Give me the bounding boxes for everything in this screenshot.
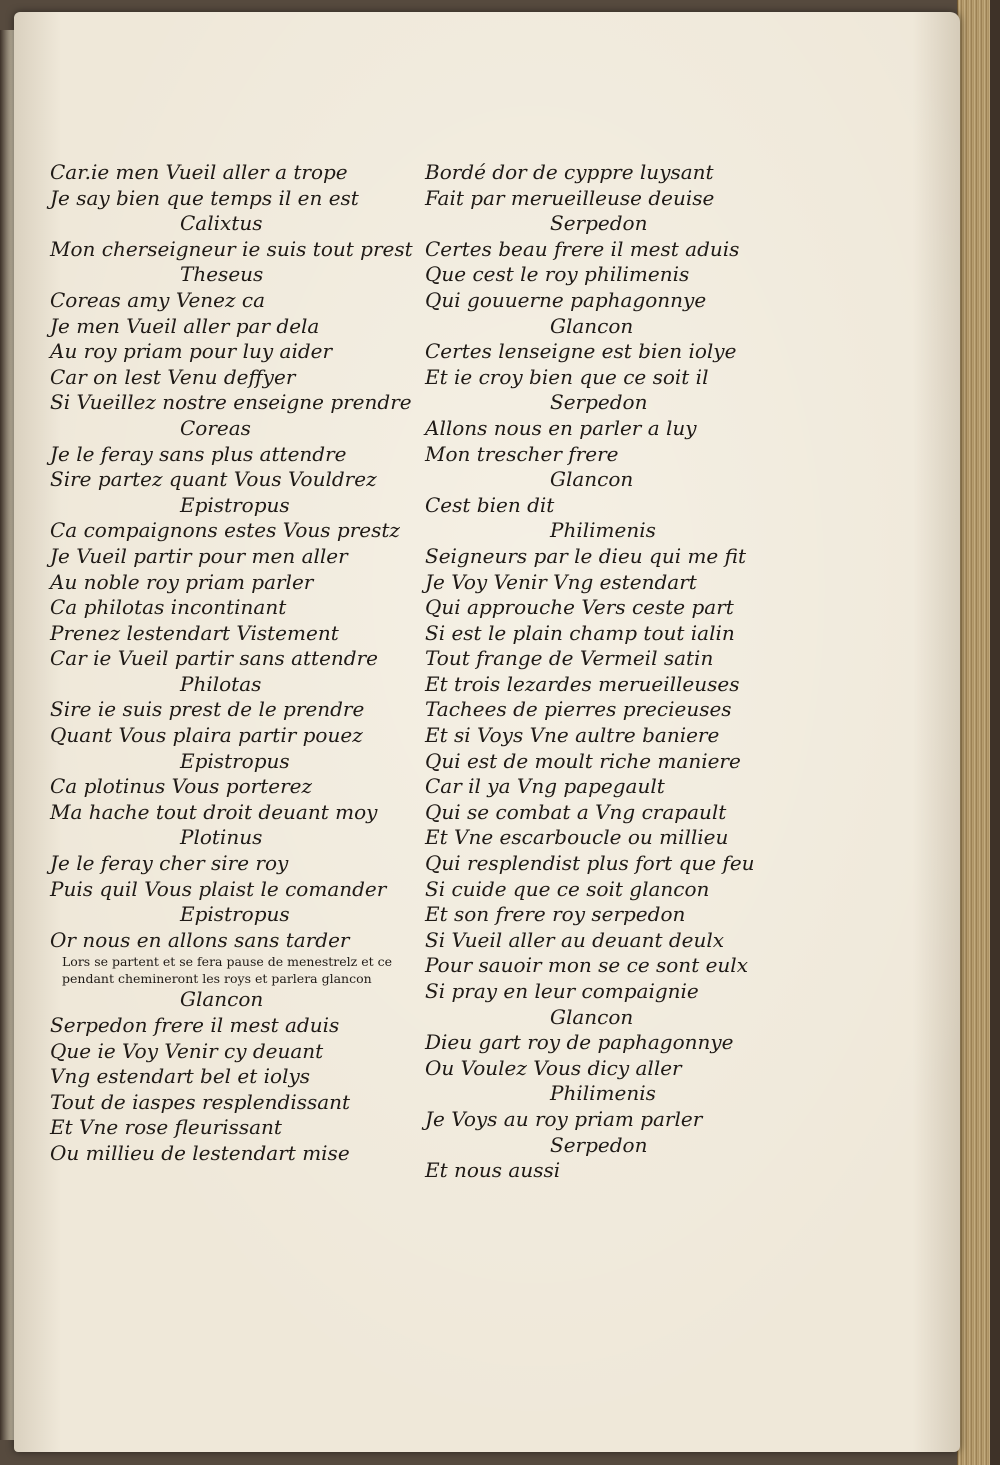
verse-line: Qui gouuerne paphagonnye [425,287,707,312]
stage-direction: Lors se partent et se fera pause de menestrelz et ce [62,954,392,970]
verse-line: Ou Voulez Vous dicy aller [425,1055,682,1080]
speaker-name: Epistropus [180,902,290,927]
verse-line: Si cuide que ce soit glancon [425,876,710,901]
speaker-name: Glancon [550,313,634,338]
verse-line: Sire ie suis prest de le prendre [50,697,365,722]
speaker-name: Philimenis [550,1081,656,1106]
verse-line: Ca philotas incontinant [50,595,287,620]
verse-line: Qui se combat a Vng crapault [425,799,727,824]
speaker-name: Philotas [180,671,262,696]
speaker-name: Glancon [550,1004,634,1029]
verse-line: Coreas amy Venez ca [50,287,266,312]
speaker-name: Epistropus [180,492,290,517]
verse-line: Car on lest Venu deffyer [50,364,296,389]
verse-line: Je say bien que temps il en est [50,185,359,210]
speaker-name: Serpedon [550,211,648,236]
speaker-name: Philimenis [550,518,656,543]
verse-line: Et trois lezardes merueilleuses [425,671,740,696]
speaker-name: Glancon [550,467,634,492]
verse-line: Mon cherseigneur ie suis tout prest [50,236,413,261]
verse-line: Et son frere roy serpedon [425,902,686,927]
verse-line: Je Voys au roy priam parler [425,1106,703,1131]
verse-line: Mon trescher frere [425,441,619,466]
verse-line: Puis quil Vous plaist le comander [50,876,387,901]
verse-line: Car il ya Vng papegault [425,774,665,799]
page-fore-edges [957,0,992,1465]
verse-line: Bordé dor de cyppre luysant [425,160,714,184]
verse-line: Ca plotinus Vous porterez [50,774,313,799]
verse-line: Et nous aussi [425,1158,561,1183]
verse-line: Je Voy Venir Vng estendart [425,569,697,594]
verse-line: Prenez lestendart Vistement [50,620,339,645]
speaker-name: Coreas [180,415,251,440]
verse-line: Allons nous en parler a luy [425,415,697,440]
verse-line: Au roy priam pour luy aider [50,339,333,364]
verse-line: Et ie croy bien que ce soit il [425,364,709,389]
speaker-name: Serpedon [550,1132,648,1157]
verse-line: Que ie Voy Venir cy deuant [50,1038,324,1063]
left-text-column [50,160,430,1167]
speaker-name: Theseus [180,262,264,287]
verse-line: Et Vne escarboucle ou millieu [425,825,729,850]
speaker-name: Serpedon [550,390,648,415]
verse-line: Et Vne rose fleurissant [50,1115,282,1140]
verse-line: Si Vueil aller au deuant deulx [425,927,725,952]
speaker-name: Plotinus [180,825,263,850]
scan-border [990,0,1000,1465]
verse-line: Seigneurs par le dieu qui me fit [425,543,746,568]
verse-line: Cest bien dit [425,492,555,517]
verse-line: Ca compaignons estes Vous prestz [50,518,400,543]
verse-line: Pour sauoir mon se ce sont eulx [425,953,748,978]
verse-line: Sire partez quant Vous Vouldrez [50,467,377,492]
verse-line: Je le feray sans plus attendre [50,441,347,466]
verse-line: Qui approuche Vers ceste part [425,595,734,620]
verse-line: Vng estendart bel et iolys [50,1064,311,1089]
verse-line: Et si Voys Vne aultre baniere [425,723,720,748]
verse-line: Car.ie men Vueil aller a trope [50,160,348,184]
verse-line: Dieu gart roy de paphagonnye [425,1030,734,1055]
verse-line: Ma hache tout droit deuant moy [50,799,378,824]
verse-line: Certes beau frere il mest aduis [425,236,740,261]
verse-line: Tout frange de Vermeil satin [425,646,714,671]
verse-line: Fait par merueilleuse deuise [425,185,715,210]
verse-line: Certes lenseigne est bien iolye [425,339,737,364]
verse-line: Qui est de moult riche maniere [425,748,741,773]
verse-line: Au noble roy priam parler [50,569,314,594]
verse-line: Serpedon frere il mest aduis [50,1013,340,1037]
stage-direction: pendant chemineront les roys et parlera glancon [62,971,372,987]
verse-line: Or nous en allons sans tarder [50,927,350,952]
verse-line: Si pray en leur compaignie [425,979,699,1003]
verse-line: Tachees de pierres precieuses [425,697,732,722]
verse-line: Je Vueil partir pour men aller [50,543,348,568]
speaker-name: Epistropus [180,748,290,773]
verse-line: Si Vueillez nostre enseigne prendre [50,390,412,415]
verse-line: Que cest le roy philimenis [425,262,690,287]
verse-line: Je le feray cher sire roy [50,851,289,876]
verse-line: Si est le plain champ tout ialin [425,620,735,645]
speaker-name: Glancon [180,987,264,1012]
speaker-name: Calixtus [180,211,263,236]
verse-line: Ou millieu de lestendart mise [50,1140,350,1165]
verse-line: Qui resplendist plus fort que feu [425,851,755,876]
verse-line: Quant Vous plaira partir pouez [50,723,363,748]
verse-line: Tout de iaspes resplendissant [50,1089,351,1114]
verse-line: Car ie Vueil partir sans attendre [50,646,379,671]
right-text-column [425,160,770,1184]
verse-line: Je men Vueil aller par dela [50,313,320,338]
